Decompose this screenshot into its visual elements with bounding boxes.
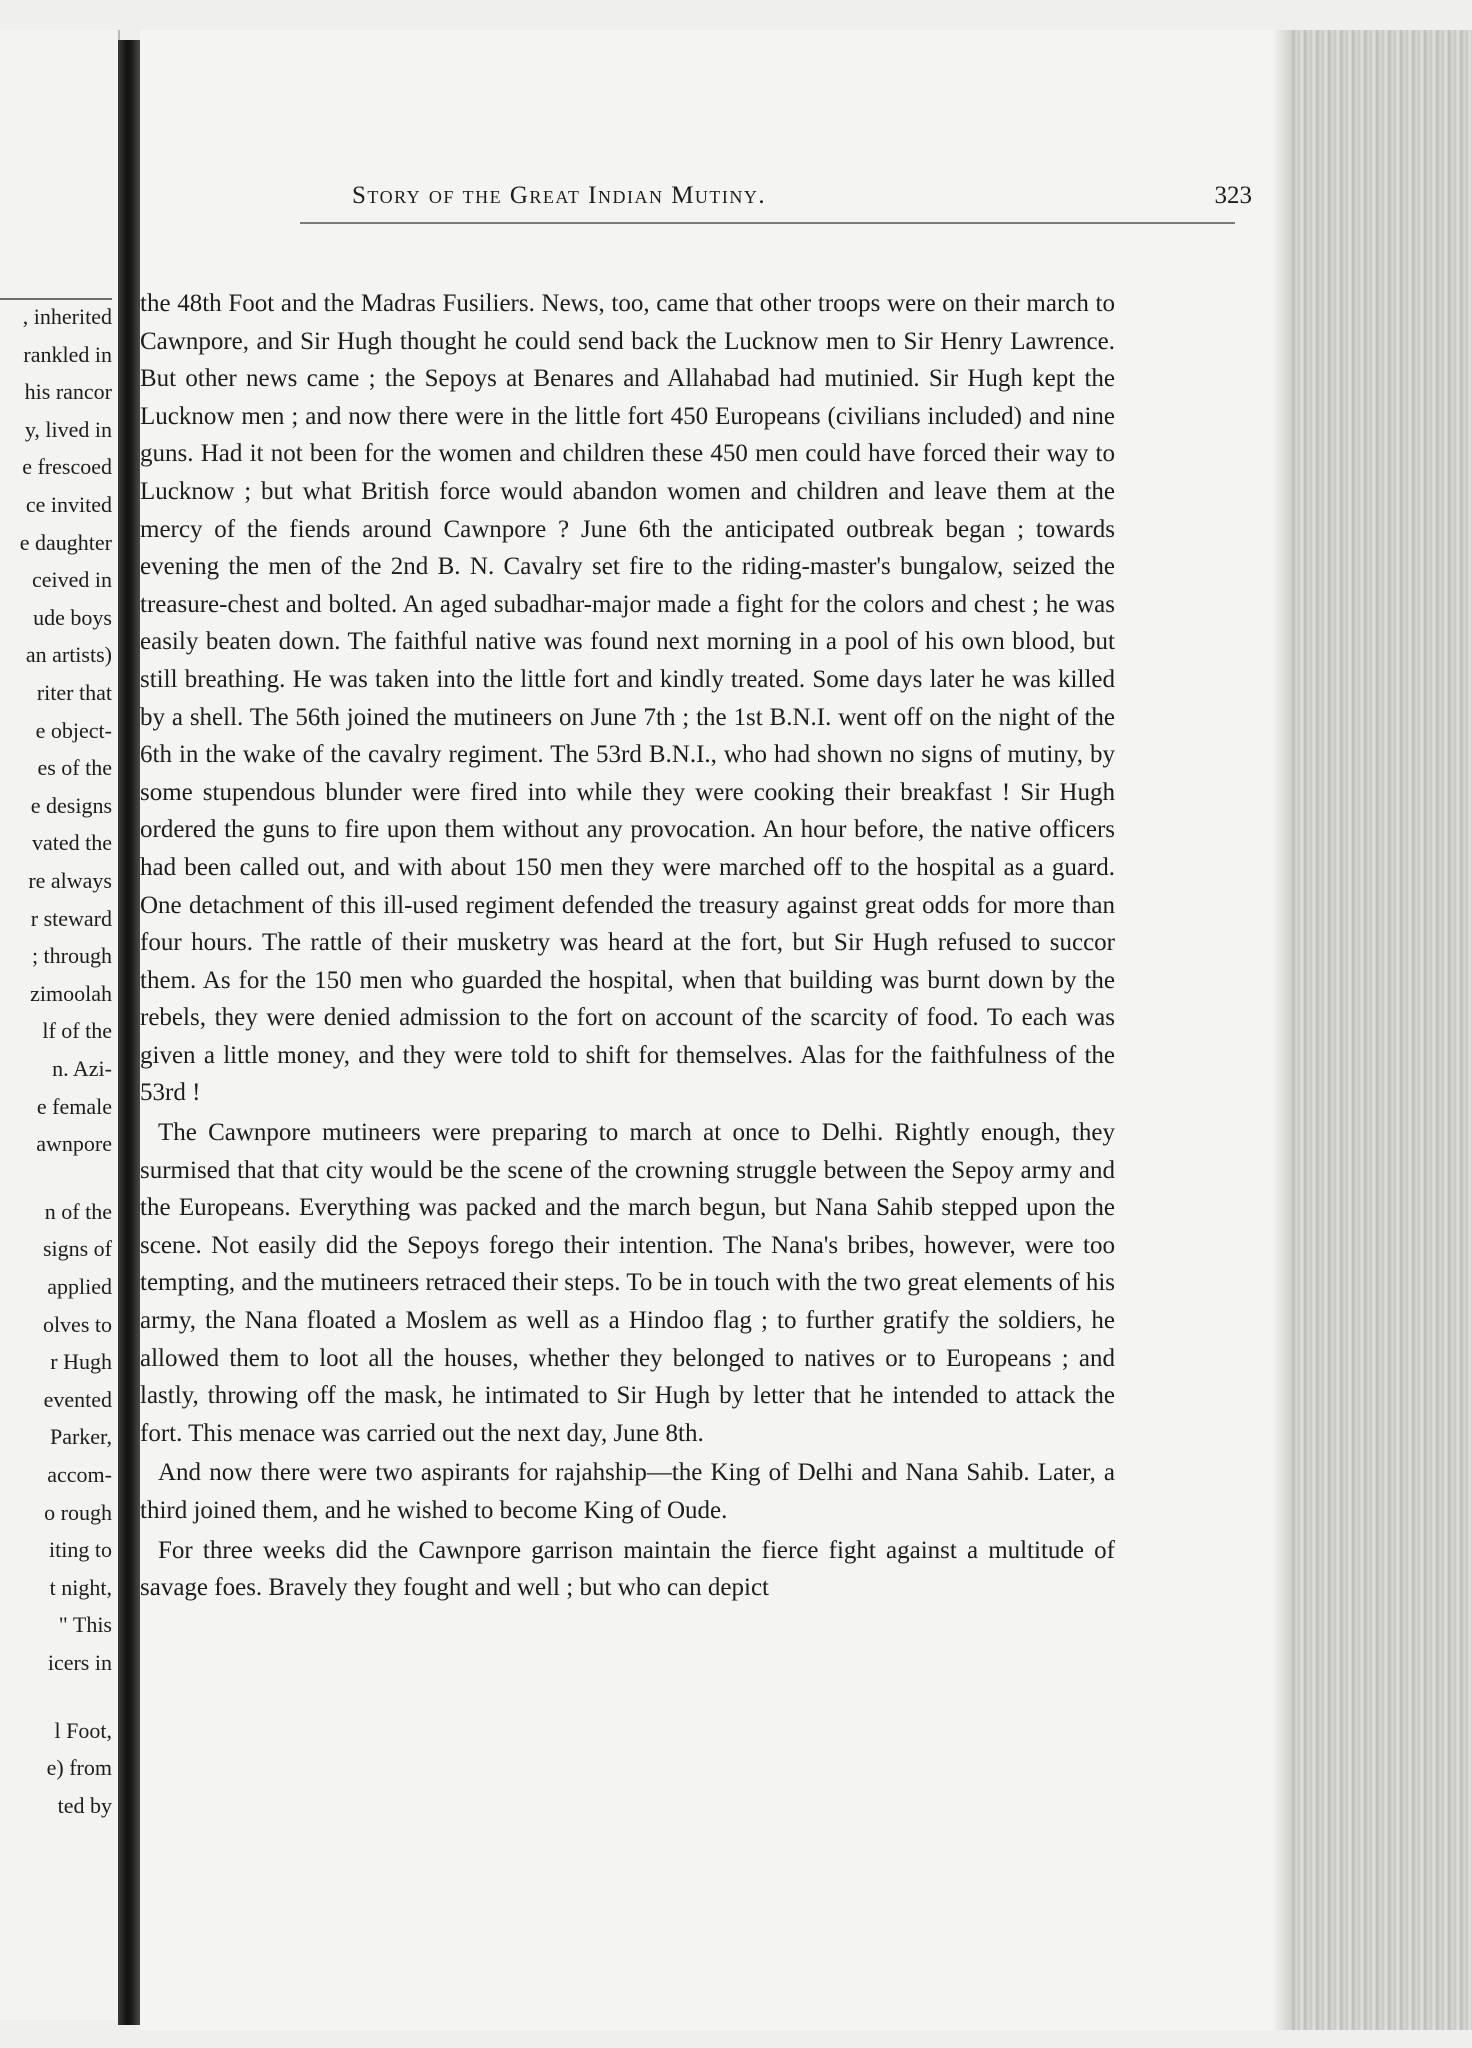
left-page-fragment xyxy=(0,30,120,2020)
left-page-line: ; through xyxy=(31,943,112,969)
left-page-line: rankled in xyxy=(23,341,112,367)
left-page-line: es of the xyxy=(37,755,112,781)
left-page-line: r Hugh xyxy=(50,1349,112,1375)
page-header xyxy=(352,182,1252,222)
left-page-line: e object- xyxy=(35,717,112,743)
left-page-line: signs of xyxy=(42,1236,112,1262)
left-page-line: Parker, xyxy=(49,1424,112,1450)
left-page-line: lf of the xyxy=(42,1018,112,1044)
left-page-line: n of the xyxy=(44,1198,112,1224)
left-page-line: accom- xyxy=(47,1462,112,1487)
left-page-line: olves to xyxy=(42,1311,112,1337)
left-page-line: o rough xyxy=(44,1499,112,1525)
left-page-line: his rancor xyxy=(24,379,112,405)
left-page-line: zimoolah xyxy=(30,980,112,1006)
left-page-line: e frescoed xyxy=(22,454,112,480)
paragraph: For three weeks did the Cawnpore garrison maintain the fierce fight against a multitude of savage foes. Bravely they fought and well ; but who can depict xyxy=(140,1536,1115,1602)
book-gutter xyxy=(118,40,140,2025)
paragraph: the 48th Foot and the Madras Fusiliers. News, too, came that other troops were on their march to Cawnpore, and Sir Hugh thought he could send back the Lucknow men to Sir Henry Lawrence. But other news came ; the Sepoys at Benares and Allahabad had mutinied. Sir Hugh kept the Lucknow men ; and now there were in the little fort 450 Europeans (civilians included) and nine guns. Had it not been for the women and children these 450 men could have forced their way to Lucknow ; but what British force would abandon women and children and leave them at the mercy of the fiends around Cawnpore ? June 6th the anticipated outbreak began ; towards evening the men of the 2nd B. N. Cavalry set fire to the riding-master's bungalow, seized the treasure-chest and bolted. An aged subadhar-major made a fight for the colors and chest ; he was easily beaten down. The faithful native was found next morning in a pool of his own blood, but still breathing. He was taken into the little fort and kindly treated. Some days later he was killed by a shell. The 56th joined the mutineers on June 7th ; the 1st B.N.I. went off on the night of the 6th in the wake of the cavalry regiment. The 53rd B.N.I., who had shown no signs of mutiny, by some stupendous blunder were fired into while they were cooking their breakfast ! Sir Hugh ordered the guns to fire upon them without any provocation. An hour before, the native officers had been called out, and with about 150 men they were marched off to the hospital as a guard. One detachment of this ill-used regiment defended the treasury against great odds for more than four hours. The rattle of their musketry was heard at the fort, but Sir Hugh refused to succor them. As for the 150 men who guarded the hospital, when that building was burnt down by the rebels, they were denied admission to the fort on account of the scarcity of food. To each was given a little money, and they were told to shift for themselves. Alas for the faithfulness of the 53rd ! xyxy=(140,290,1115,1107)
left-page-line: riter that xyxy=(36,680,112,705)
left-page-line: " This xyxy=(58,1612,112,1638)
left-page-line: n. Azi- xyxy=(52,1056,112,1081)
body-text xyxy=(140,285,1115,1607)
left-page-line: an artists) xyxy=(25,642,112,668)
running-title: Story of the Great Indian Mutiny. xyxy=(352,182,767,209)
left-page-line: re always xyxy=(28,868,112,893)
page-edge-shade xyxy=(1272,30,1292,2030)
left-page-line: ce invited xyxy=(25,492,112,517)
header-rule xyxy=(300,222,1235,224)
left-page-line: e) from xyxy=(46,1755,112,1781)
left-page-line: e female xyxy=(36,1093,112,1119)
left-page-line: e daughter xyxy=(19,529,112,555)
left-page-line: r steward xyxy=(30,905,112,931)
left-page-line: awnpore xyxy=(36,1131,112,1157)
left-page-line: ude boys xyxy=(33,604,112,630)
paragraph: The Cawnpore mutineers were preparing to march at once to Delhi. Rightly enough, they surmised that that city would be the scene of the crowning struggle between the Sepoy army and the Europeans. Everything was packed and the march begun, but Nana Sahib stepped upon the scene. Not easily did the Sepoys forego their intention. The Nana's bribes, however, were too tempting, and the mutineers retraced their steps. To be in touch with the two great elements of his army, the Nana floated a Moslem as well as a Hindoo flag ; to further gratify the soldiers, he allowed them to loot all the houses, whether they belonged to natives or to Europeans ; and lastly, throwing off the mask, he intimated to Sir Hugh by letter that he intended to attack the fort. This menace was carried out the next day, June 8th. xyxy=(140,1119,1115,1447)
left-page-line: , inherited xyxy=(22,304,112,329)
page-number: 323 xyxy=(1214,182,1252,209)
left-page-line: icers in xyxy=(47,1650,112,1675)
left-page-line: evented xyxy=(43,1386,112,1412)
left-page-line: iting to xyxy=(49,1537,112,1563)
paragraph: And now there were two aspirants for rajahship—the King of Delhi and Nana Sahib. Later, a third joined them, and he wished to become King of Oude. xyxy=(140,1459,1115,1524)
left-page-line: ted by xyxy=(57,1792,112,1818)
left-page-line: t night, xyxy=(49,1574,112,1600)
left-page-rule xyxy=(0,298,112,300)
left-page-line: ceived in xyxy=(31,567,112,593)
left-page-line: y, lived in xyxy=(24,416,112,442)
left-page-line: e designs xyxy=(30,792,112,818)
left-page-line: applied xyxy=(47,1274,112,1299)
right-page-edge xyxy=(1272,30,1472,2030)
left-page-line: vated the xyxy=(31,830,112,856)
left-page-line: l Foot, xyxy=(54,1717,112,1743)
